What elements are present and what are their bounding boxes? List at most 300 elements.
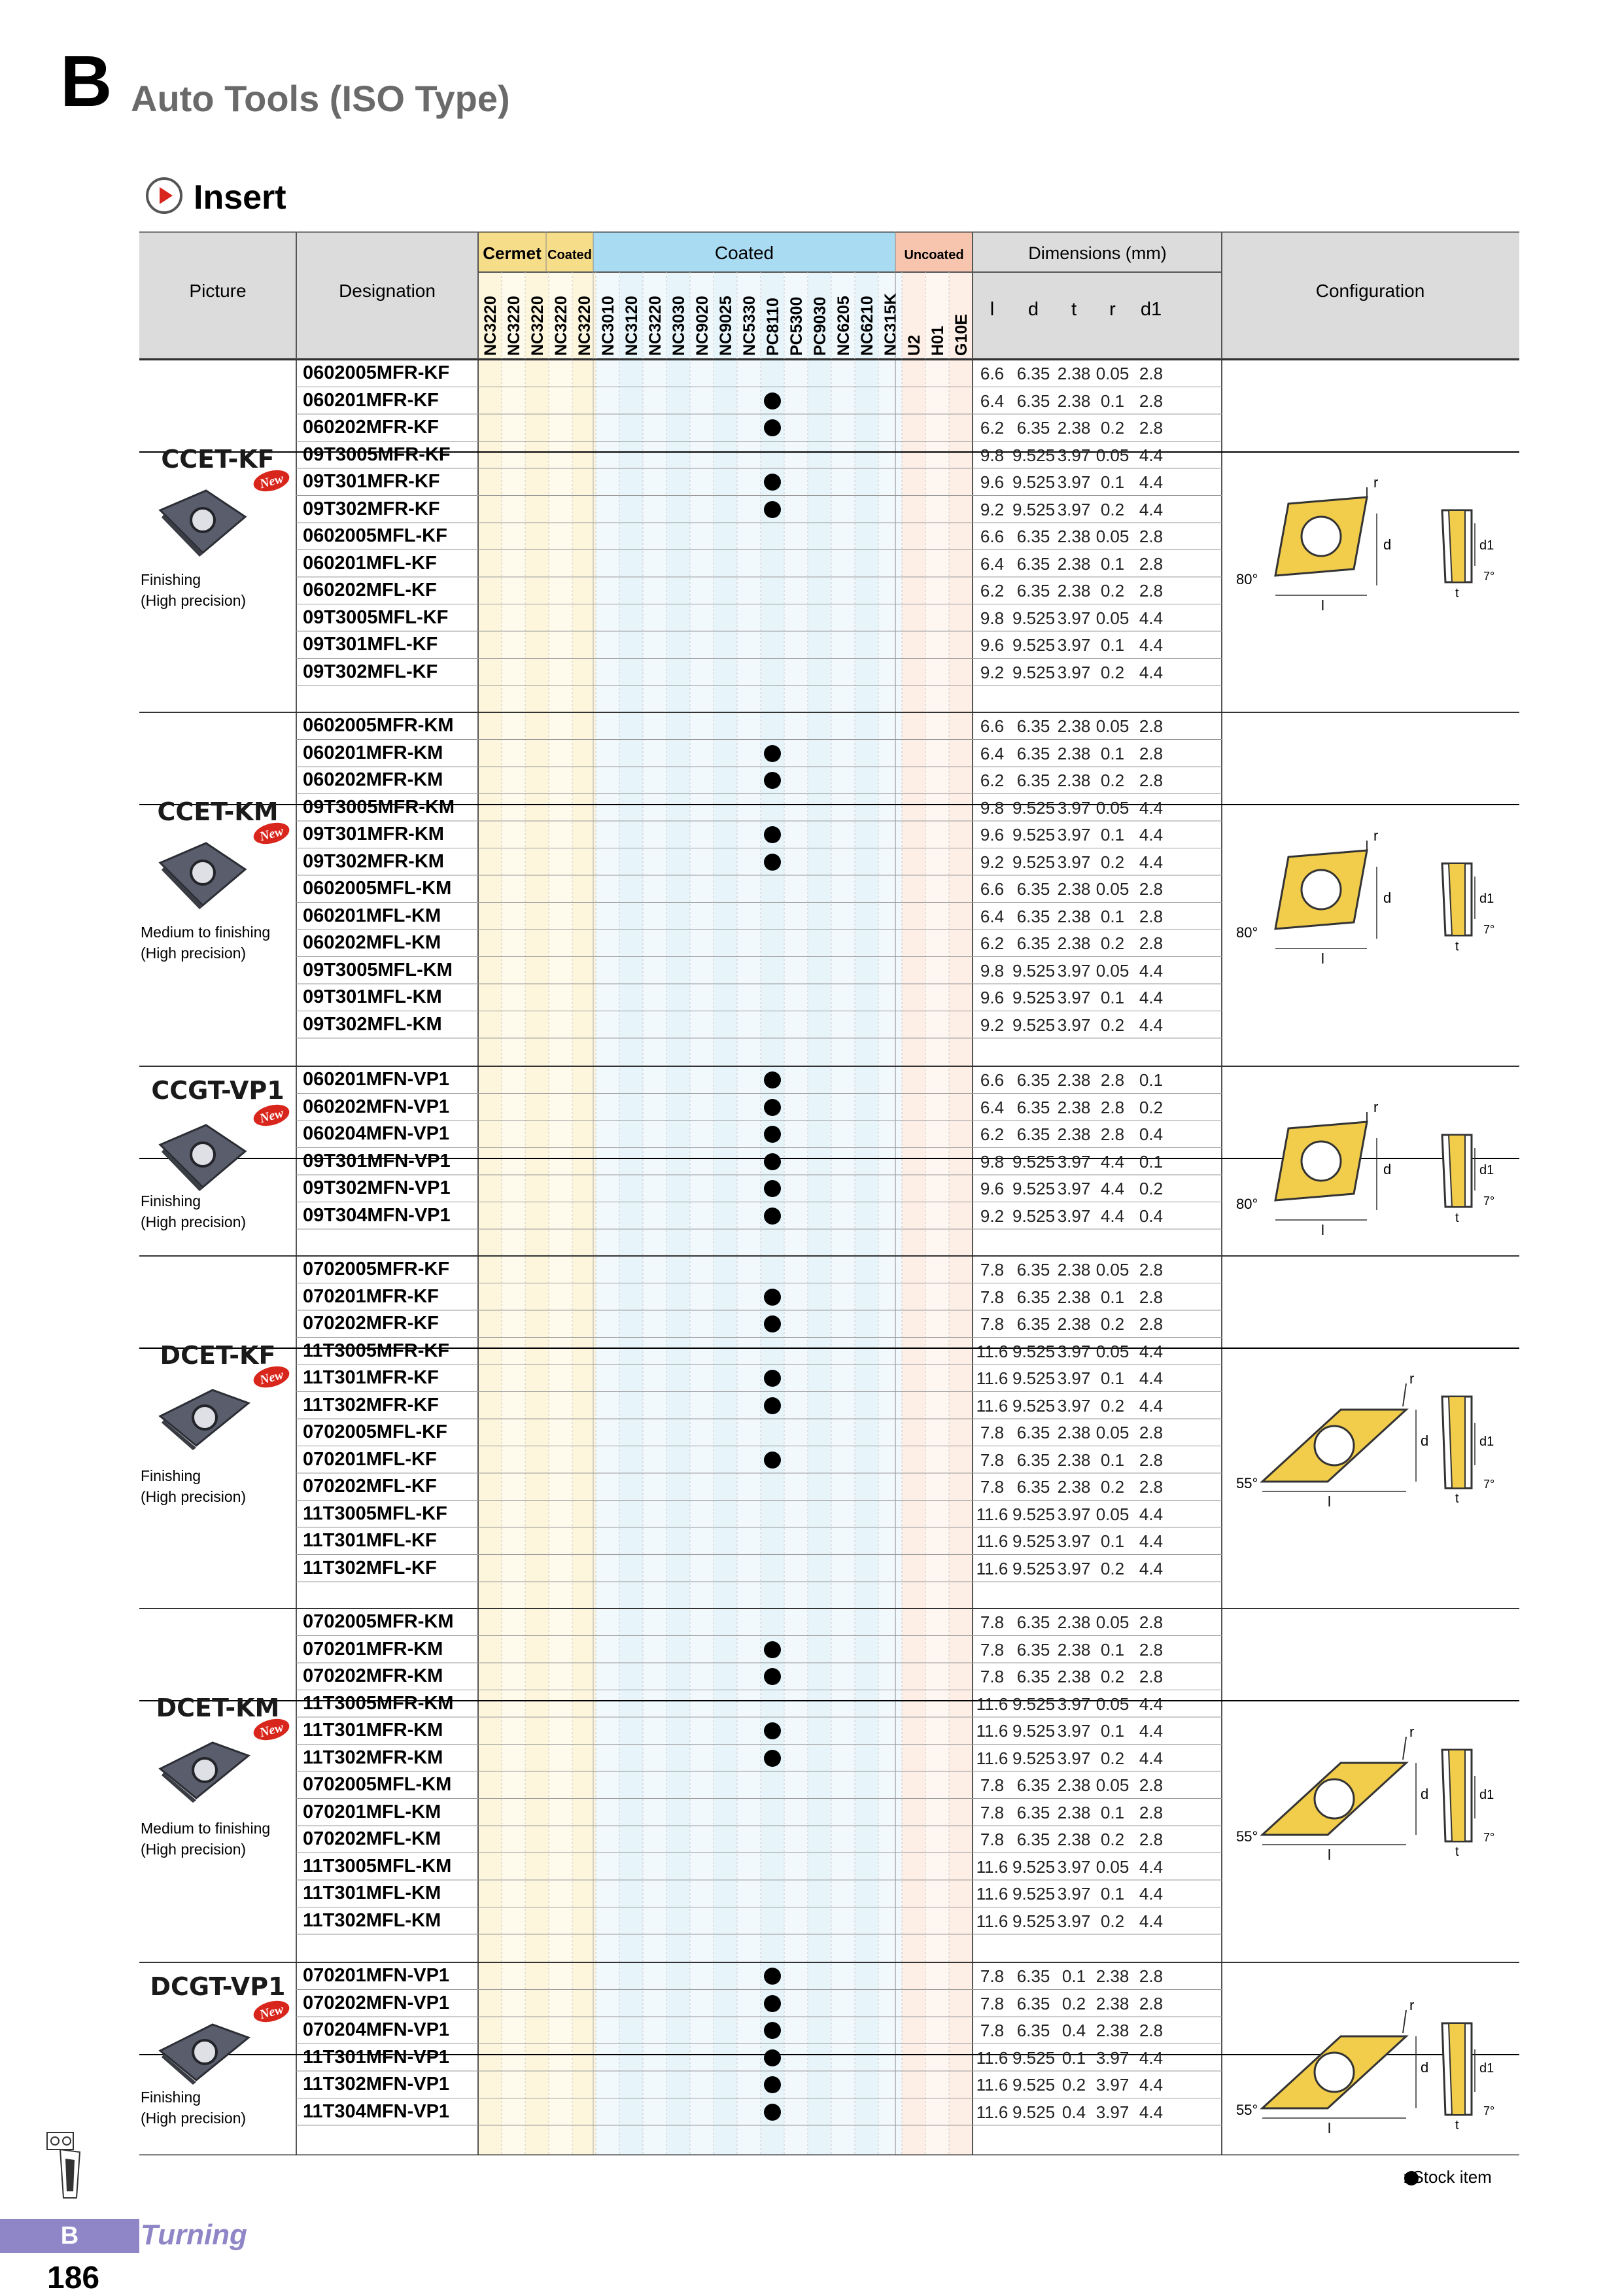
dimension-cell: 11.6 bbox=[976, 1395, 1009, 1416]
dimension-cell: 2.8 bbox=[1139, 716, 1164, 736]
dimension-cell: 9.525 bbox=[1012, 1721, 1056, 1741]
dimension-cell: 7.8 bbox=[980, 1612, 1005, 1632]
svg-text:t: t bbox=[1455, 1844, 1459, 1859]
dimension-cell: 0.05 bbox=[1096, 364, 1130, 383]
grade-column-bg bbox=[525, 232, 549, 2155]
dimension-cell: 4.4 bbox=[1139, 797, 1164, 818]
dimension-cell: 9.525 bbox=[1012, 988, 1056, 1007]
dimension-cell: 6.35 bbox=[1016, 771, 1050, 790]
designation-cell: 11T304MFN-VP1 bbox=[303, 2100, 450, 2122]
dimension-cell: 2.8 bbox=[1139, 364, 1164, 383]
picture-header: Picture bbox=[189, 281, 247, 301]
grade-label: NC6210 bbox=[858, 296, 876, 356]
designation-cell: 060204MFN-VP1 bbox=[303, 1123, 450, 1144]
dimension-cell: 3.97 bbox=[1057, 1531, 1091, 1551]
dimension-cell: 0.2 bbox=[1100, 1667, 1125, 1686]
dimension-cell: 0.2 bbox=[1100, 771, 1125, 790]
stock-dot bbox=[764, 745, 781, 762]
insert-photo-icon bbox=[154, 1730, 252, 1808]
dimension-cell: 3.97 bbox=[1057, 472, 1091, 492]
grade-label: NC3120 bbox=[623, 296, 641, 356]
svg-text:7°: 7° bbox=[1483, 1477, 1495, 1491]
dimension-cell: 3.97 bbox=[1057, 988, 1091, 1007]
dimension-cell: 0.1 bbox=[1100, 1287, 1125, 1307]
dimension-cell: 4.4 bbox=[1139, 1341, 1164, 1361]
dimension-cell: 4.4 bbox=[1139, 1504, 1164, 1524]
dimension-cell: 0.1 bbox=[1100, 391, 1125, 411]
desc-line-1: Medium to finishing bbox=[141, 924, 271, 941]
dimension-cell: 2.38 bbox=[1057, 1124, 1091, 1144]
dimension-cell: 0.05 bbox=[1096, 527, 1130, 546]
designation-cell: 070201MFL-KM bbox=[303, 1801, 441, 1822]
dimension-cell: 0.05 bbox=[1096, 797, 1130, 818]
dimension-cell: 0.1 bbox=[1139, 1070, 1164, 1090]
stock-dot bbox=[764, 1099, 781, 1116]
designation-cell: 09T301MFR-KF bbox=[303, 471, 440, 492]
grade-label: NC9020 bbox=[693, 296, 712, 356]
dimension-cell: 4.4 bbox=[1139, 1911, 1164, 1931]
svg-text:d1: d1 bbox=[1479, 1163, 1494, 1177]
dimension-cell: 0.2 bbox=[1061, 1993, 1086, 2013]
dimension-cell: 2.8 bbox=[1139, 527, 1164, 546]
dimension-cell: 4.4 bbox=[1139, 608, 1164, 628]
dimension-cell: 6.35 bbox=[1016, 1966, 1050, 1986]
dimension-cell: 9.525 bbox=[1012, 825, 1056, 844]
dimension-cell: 2.38 bbox=[1057, 1639, 1091, 1660]
grade-label: NC3220 bbox=[646, 296, 664, 356]
designation-cell: 09T301MFL-KM bbox=[303, 986, 442, 1007]
stock-dot bbox=[764, 1315, 781, 1332]
dimension-cell: 9.525 bbox=[1012, 2102, 1056, 2122]
dimension-cell: 2.38 bbox=[1057, 1314, 1091, 1334]
dimension-cell: 0.05 bbox=[1096, 1423, 1130, 1442]
dimension-cell: 0.05 bbox=[1096, 879, 1130, 899]
svg-text:r: r bbox=[1409, 1370, 1415, 1387]
dimension-cell: 9.525 bbox=[1012, 1856, 1056, 1877]
dimension-cell: 3.97 bbox=[1057, 1151, 1091, 1172]
desc-line-2: (High precision) bbox=[141, 592, 247, 609]
dimension-cell: 9.8 bbox=[980, 960, 1005, 981]
dimension-cell: 7.8 bbox=[980, 1423, 1005, 1442]
svg-text:t: t bbox=[1455, 2117, 1459, 2132]
designation-header: Designation bbox=[339, 281, 436, 301]
designation-cell: 070202MFL-KM bbox=[303, 1828, 441, 1849]
dimension-cell: 2.8 bbox=[1139, 1966, 1164, 1986]
designation-cell: 09T301MFN-VP1 bbox=[303, 1150, 451, 1172]
dimension-cell: 3.97 bbox=[1096, 2075, 1130, 2095]
dimension-cell: 11.6 bbox=[976, 2102, 1009, 2122]
dimension-cell: 3.97 bbox=[1057, 1558, 1091, 1578]
designation-cell: 11T301MFL-KM bbox=[303, 1883, 441, 1904]
grade-label: NC3220 bbox=[505, 296, 523, 356]
dimension-cell: 4.4 bbox=[1139, 960, 1164, 981]
dimension-cell: 6.35 bbox=[1016, 1260, 1050, 1279]
dimension-cell: 6.35 bbox=[1016, 1612, 1050, 1632]
svg-text:r: r bbox=[1373, 827, 1379, 844]
dimension-cell: 3.97 bbox=[1057, 1206, 1091, 1226]
dimension-cell: 0.2 bbox=[1061, 2075, 1086, 2095]
dimension-cell: 6.35 bbox=[1016, 716, 1050, 736]
grade-label: NC3220 bbox=[481, 296, 500, 356]
insert-photo-icon bbox=[154, 833, 252, 912]
designation-cell: 0602005MFL-KF bbox=[303, 525, 447, 546]
dimension-cell: 7.8 bbox=[980, 1314, 1005, 1334]
dimension-cell: 0.4 bbox=[1061, 2102, 1086, 2122]
dimension-cell: 2.8 bbox=[1100, 1070, 1125, 1090]
dimension-cell: 2.38 bbox=[1057, 743, 1091, 763]
dimension-cell: 3.97 bbox=[1057, 445, 1091, 465]
dimension-cell: 6.35 bbox=[1016, 1667, 1050, 1686]
new-badge-label: New bbox=[258, 471, 285, 492]
svg-text:d1: d1 bbox=[1479, 1787, 1494, 1802]
grade-label: NC5330 bbox=[740, 296, 759, 356]
dimension-cell: 6.2 bbox=[980, 1124, 1005, 1144]
designation-cell: 09T302MFL-KM bbox=[303, 1013, 442, 1035]
designation-cell: 060201MFR-KM bbox=[303, 742, 443, 763]
grade-column-bg bbox=[666, 232, 690, 2155]
dimension-cell: 2.38 bbox=[1057, 906, 1091, 926]
stock-dot bbox=[764, 1153, 781, 1170]
designation-cell: 0702005MFR-KM bbox=[303, 1611, 454, 1632]
coated-small-header: Coated bbox=[547, 248, 592, 262]
stock-legend: : Stock item bbox=[1403, 2167, 1492, 2187]
dimension-cell: 9.525 bbox=[1012, 445, 1056, 465]
insert-photo-icon bbox=[154, 481, 252, 559]
grade-label: PC9030 bbox=[811, 296, 829, 356]
dimension-cell: 2.38 bbox=[1057, 1775, 1091, 1795]
dimension-cell: 0.2 bbox=[1100, 418, 1125, 438]
grade-column-bg bbox=[784, 232, 808, 2155]
configuration-header: Configuration bbox=[1315, 281, 1425, 301]
new-badge-icon bbox=[252, 469, 291, 493]
svg-text:d1: d1 bbox=[1479, 538, 1494, 553]
dimension-cell: 3.97 bbox=[1057, 1504, 1091, 1524]
dimension-cell: 6.6 bbox=[980, 879, 1005, 899]
designation-cell: 11T302MFN-VP1 bbox=[303, 2074, 450, 2095]
svg-text:t: t bbox=[1455, 1211, 1459, 1225]
svg-text:7°: 7° bbox=[1483, 2104, 1495, 2117]
page-title: Auto Tools (ISO Type) bbox=[131, 78, 510, 119]
grade-column-bg bbox=[690, 232, 714, 2155]
dimension-cell: 6.35 bbox=[1016, 553, 1050, 574]
dimension-cell: 7.8 bbox=[980, 1993, 1005, 2013]
dimension-cell: 2.38 bbox=[1057, 1612, 1091, 1632]
dimension-cell: 0.2 bbox=[1139, 1179, 1164, 1198]
dimension-cell: 2.8 bbox=[1139, 1287, 1164, 1307]
dimension-cell: 0.1 bbox=[1100, 635, 1125, 655]
dimension-cell: 3.97 bbox=[1057, 1015, 1091, 1035]
stock-dot bbox=[764, 772, 781, 789]
grade-label: NC315K bbox=[882, 293, 900, 356]
dimension-cell: 4.4 bbox=[1139, 2102, 1164, 2122]
designation-cell: 09T304MFN-VP1 bbox=[303, 1204, 451, 1226]
grade-column-bg bbox=[902, 232, 925, 2155]
dimension-cell: 2.8 bbox=[1139, 1477, 1164, 1497]
dimension-cell: 2.8 bbox=[1139, 581, 1164, 600]
svg-text:d1: d1 bbox=[1479, 1434, 1494, 1449]
dimension-cell: 9.2 bbox=[980, 1206, 1005, 1226]
dimension-cell: 2.8 bbox=[1139, 391, 1164, 411]
svg-text:55°: 55° bbox=[1236, 2101, 1258, 2118]
stock-dot bbox=[764, 1750, 781, 1767]
stock-dot bbox=[764, 1452, 781, 1469]
grade-column-bg bbox=[831, 232, 855, 2155]
section-title: Insert bbox=[194, 179, 286, 217]
dimension-cell: 7.8 bbox=[980, 1260, 1005, 1279]
dimension-cell: 9.2 bbox=[980, 852, 1005, 872]
designation-cell: 060201MFN-VP1 bbox=[303, 1069, 450, 1090]
dimension-cell: 2.38 bbox=[1057, 716, 1091, 736]
designation-cell: 11T301MFR-KM bbox=[303, 1720, 443, 1741]
dimension-cell: 6.2 bbox=[980, 418, 1005, 438]
stock-dot bbox=[764, 474, 781, 491]
dimension-cell: 0.1 bbox=[1100, 988, 1125, 1007]
dimension-cell: 6.6 bbox=[980, 716, 1005, 736]
dimension-cell: 7.8 bbox=[980, 1477, 1005, 1497]
dimension-cell: 6.35 bbox=[1016, 1423, 1050, 1442]
dimension-cell: 2.8 bbox=[1139, 771, 1164, 790]
dimension-cell: 11.6 bbox=[976, 1721, 1009, 1741]
svg-text:l: l bbox=[1328, 2119, 1331, 2134]
dimension-cell: 9.525 bbox=[1012, 1206, 1056, 1226]
designation-cell: 070201MFN-VP1 bbox=[303, 1965, 450, 1986]
dimension-col-header: d1 bbox=[1140, 299, 1162, 320]
new-badge-icon bbox=[252, 1718, 291, 1741]
dimension-cell: 0.1 bbox=[1100, 1721, 1125, 1741]
dimension-cell: 0.05 bbox=[1096, 1694, 1130, 1714]
stock-dot bbox=[764, 392, 781, 409]
designation-cell: 070202MFR-KM bbox=[303, 1665, 443, 1686]
dimension-cell: 6.35 bbox=[1016, 1993, 1050, 2013]
svg-text:t: t bbox=[1455, 939, 1459, 954]
designation-cell: 060202MFR-KF bbox=[303, 417, 439, 438]
dimension-cell: 2.38 bbox=[1057, 1097, 1091, 1117]
configuration-diagram bbox=[1236, 461, 1524, 612]
dimension-cell: 4.4 bbox=[1139, 2075, 1164, 2095]
grade-label: NC3220 bbox=[576, 296, 594, 356]
page-number: 186 bbox=[47, 2261, 100, 2295]
dimension-cell: 9.525 bbox=[1012, 1748, 1056, 1768]
dimension-cell: 6.35 bbox=[1016, 1097, 1050, 1117]
dimension-cell: 6.35 bbox=[1016, 1124, 1050, 1144]
designation-cell: 09T301MFL-KF bbox=[303, 634, 438, 655]
dimension-cell: 7.8 bbox=[980, 2021, 1005, 2040]
dimension-cell: 9.6 bbox=[980, 825, 1005, 844]
stock-dot bbox=[764, 501, 781, 518]
dimension-cell: 2.38 bbox=[1057, 364, 1091, 383]
dimension-cell: 0.4 bbox=[1139, 1124, 1164, 1144]
dimension-cell: 9.2 bbox=[980, 662, 1005, 682]
dimension-cell: 9.525 bbox=[1012, 1911, 1056, 1931]
dimension-cell: 2.38 bbox=[1057, 1070, 1091, 1090]
stock-dot bbox=[764, 1370, 781, 1387]
designation-cell: 060202MFN-VP1 bbox=[303, 1096, 450, 1117]
uncoated-header: Uncoated bbox=[904, 248, 964, 262]
dimension-cell: 6.35 bbox=[1016, 1070, 1050, 1090]
stock-dot bbox=[764, 1641, 781, 1658]
dimension-cell: 11.6 bbox=[976, 1504, 1009, 1524]
dimension-cell: 0.2 bbox=[1100, 852, 1125, 872]
dimension-cell: 9.525 bbox=[1012, 1015, 1056, 1035]
dimension-cell: 9.8 bbox=[980, 445, 1005, 465]
dimension-cell: 3.97 bbox=[1057, 1395, 1091, 1416]
dimension-cell: 9.2 bbox=[980, 499, 1005, 519]
dimension-cell: 6.35 bbox=[1016, 1830, 1050, 1849]
dimension-cell: 0.05 bbox=[1096, 445, 1130, 465]
dimension-cell: 9.525 bbox=[1012, 797, 1056, 818]
desc-line-2: (High precision) bbox=[141, 1488, 247, 1505]
designation-cell: 09T3005MFL-KM bbox=[303, 959, 453, 981]
dimension-cell: 0.05 bbox=[1096, 608, 1130, 628]
dimension-cell: 7.8 bbox=[980, 1830, 1005, 1849]
dimension-cell: 3.97 bbox=[1057, 960, 1091, 981]
dimension-col-header: l bbox=[990, 299, 995, 320]
grade-column-bg bbox=[502, 232, 525, 2155]
stock-dot bbox=[764, 1071, 781, 1088]
grade-column-bg bbox=[878, 232, 902, 2155]
svg-text:d: d bbox=[1383, 889, 1392, 906]
dimension-cell: 9.525 bbox=[1012, 1151, 1056, 1172]
svg-text:d: d bbox=[1383, 1161, 1392, 1177]
dimension-cell: 9.6 bbox=[980, 472, 1005, 492]
svg-text:d: d bbox=[1421, 1432, 1429, 1449]
dimension-cell: 0.2 bbox=[1100, 499, 1125, 519]
dimension-cell: 2.38 bbox=[1057, 1667, 1091, 1686]
grade-column-bg bbox=[643, 232, 666, 2155]
dimension-cell: 9.525 bbox=[1012, 1531, 1056, 1551]
dimension-col-header: r bbox=[1109, 299, 1116, 320]
designation-cell: 11T302MFR-KM bbox=[303, 1747, 443, 1768]
stock-dot bbox=[764, 1208, 781, 1225]
dimension-cell: 7.8 bbox=[980, 1450, 1005, 1470]
dimension-cell: 7.8 bbox=[980, 1667, 1005, 1686]
grade-column-bg bbox=[949, 232, 973, 2155]
designation-cell: 060202MFL-KF bbox=[303, 580, 437, 600]
grade-column-bg bbox=[737, 232, 761, 2155]
stock-dot bbox=[764, 2049, 781, 2066]
grade-label: NC9025 bbox=[717, 296, 735, 356]
dimension-cell: 4.4 bbox=[1139, 1368, 1164, 1388]
dimension-cell: 4.4 bbox=[1139, 472, 1164, 492]
new-badge-icon bbox=[252, 1365, 291, 1389]
stock-dot bbox=[764, 2022, 781, 2039]
dimension-cell: 9.6 bbox=[980, 988, 1005, 1007]
desc-line-1: Finishing bbox=[141, 1192, 201, 1209]
svg-text:l: l bbox=[1328, 1846, 1331, 1861]
dimension-cell: 0.1 bbox=[1100, 825, 1125, 844]
svg-text:7°: 7° bbox=[1483, 1194, 1495, 1208]
dimension-cell: 9.8 bbox=[980, 1151, 1005, 1172]
designation-cell: 11T3005MFR-KM bbox=[303, 1692, 454, 1714]
dimension-cell: 2.38 bbox=[1057, 879, 1091, 899]
dimension-cell: 0.1 bbox=[1100, 1450, 1125, 1470]
designation-cell: 060201MFR-KF bbox=[303, 389, 439, 411]
dimension-cell: 4.4 bbox=[1139, 1531, 1164, 1551]
dimension-cell: 4.4 bbox=[1139, 499, 1164, 519]
designation-cell: 11T302MFL-KM bbox=[303, 1909, 441, 1931]
svg-text:t: t bbox=[1455, 1491, 1459, 1506]
dimension-cell: 4.4 bbox=[1100, 1179, 1125, 1198]
dimension-cell: 6.35 bbox=[1016, 391, 1050, 411]
product-name: DCET-KM bbox=[156, 1694, 280, 1722]
designation-cell: 060201MFL-KF bbox=[303, 552, 437, 574]
dimension-cell: 4.4 bbox=[1139, 662, 1164, 682]
dimension-cell: 9.525 bbox=[1012, 2047, 1056, 2068]
chapter-tab[interactable]: B bbox=[0, 2219, 139, 2253]
designation-cell: 060201MFL-KM bbox=[303, 905, 441, 926]
application-description bbox=[141, 1818, 270, 1860]
dimension-cell: 3.97 bbox=[1057, 1179, 1091, 1198]
desc-line-2: (High precision) bbox=[141, 945, 247, 962]
dimension-cell: 0.05 bbox=[1096, 960, 1130, 981]
dimension-cell: 0.1 bbox=[1100, 1368, 1125, 1388]
coated-header: Coated bbox=[714, 243, 774, 263]
svg-text:55°: 55° bbox=[1236, 1474, 1258, 1491]
stock-dot bbox=[764, 1968, 781, 1985]
dimension-col-header: t bbox=[1071, 299, 1077, 320]
stock-dot bbox=[764, 1668, 781, 1685]
dimension-cell: 4.4 bbox=[1139, 825, 1164, 844]
dimension-cell: 9.525 bbox=[1012, 635, 1056, 655]
dimension-cell: 0.05 bbox=[1096, 1856, 1130, 1877]
grade-label: G10E bbox=[952, 314, 971, 356]
insert-photo-icon bbox=[154, 1115, 252, 1194]
desc-line-1: Medium to finishing bbox=[141, 1820, 271, 1837]
dimension-cell: 0.1 bbox=[1100, 472, 1125, 492]
dimension-cell: 4.4 bbox=[1139, 1015, 1164, 1035]
dimension-cell: 6.2 bbox=[980, 581, 1005, 600]
configuration-diagram bbox=[1236, 1086, 1524, 1236]
dimension-cell: 11.6 bbox=[976, 1911, 1009, 1931]
dimension-cell: 9.6 bbox=[980, 1179, 1005, 1198]
dimension-cell: 0.2 bbox=[1100, 1395, 1125, 1416]
dimension-cell: 9.525 bbox=[1012, 1395, 1056, 1416]
dimension-cell: 6.35 bbox=[1016, 2021, 1050, 2040]
dimension-cell: 2.8 bbox=[1139, 1993, 1164, 2013]
dimension-cell: 6.35 bbox=[1016, 1287, 1050, 1307]
dimension-cell: 2.38 bbox=[1096, 1966, 1130, 1986]
dimension-cell: 2.38 bbox=[1057, 418, 1091, 438]
dimension-cell: 3.97 bbox=[1057, 1721, 1091, 1741]
desc-line-1: Finishing bbox=[141, 2089, 201, 2106]
designation-cell: 11T301MFR-KF bbox=[303, 1367, 439, 1388]
dimension-cell: 9.525 bbox=[1012, 472, 1056, 492]
cermet-header: Cermet bbox=[483, 243, 542, 263]
dimension-cell: 6.6 bbox=[980, 1070, 1005, 1090]
dimension-cell: 2.38 bbox=[1057, 553, 1091, 574]
dimension-cell: 6.6 bbox=[980, 527, 1005, 546]
dimension-cell: 2.8 bbox=[1139, 1775, 1164, 1795]
new-badge-icon bbox=[252, 822, 291, 845]
dimension-cell: 2.38 bbox=[1057, 581, 1091, 600]
stock-dot bbox=[764, 854, 781, 871]
designation-cell: 11T301MFN-VP1 bbox=[303, 2046, 450, 2068]
application-description bbox=[141, 1191, 246, 1232]
grade-label: NC3220 bbox=[552, 296, 570, 356]
svg-text:80°: 80° bbox=[1236, 1196, 1258, 1212]
dimension-cell: 0.2 bbox=[1100, 1748, 1125, 1768]
designation-cell: 0702005MFL-KF bbox=[303, 1421, 447, 1442]
svg-text:d: d bbox=[1421, 1785, 1429, 1802]
svg-text:l: l bbox=[1321, 597, 1324, 612]
designation-cell: 070201MFL-KF bbox=[303, 1448, 437, 1470]
designation-cell: 070202MFN-VP1 bbox=[303, 1992, 450, 2013]
dimension-cell: 3.97 bbox=[1057, 662, 1091, 682]
dimension-cell: 0.05 bbox=[1096, 1775, 1130, 1795]
dimension-cell: 4.4 bbox=[1139, 2047, 1164, 2068]
dimension-cell: 2.8 bbox=[1139, 1314, 1164, 1334]
dimension-cell: 4.4 bbox=[1139, 445, 1164, 465]
